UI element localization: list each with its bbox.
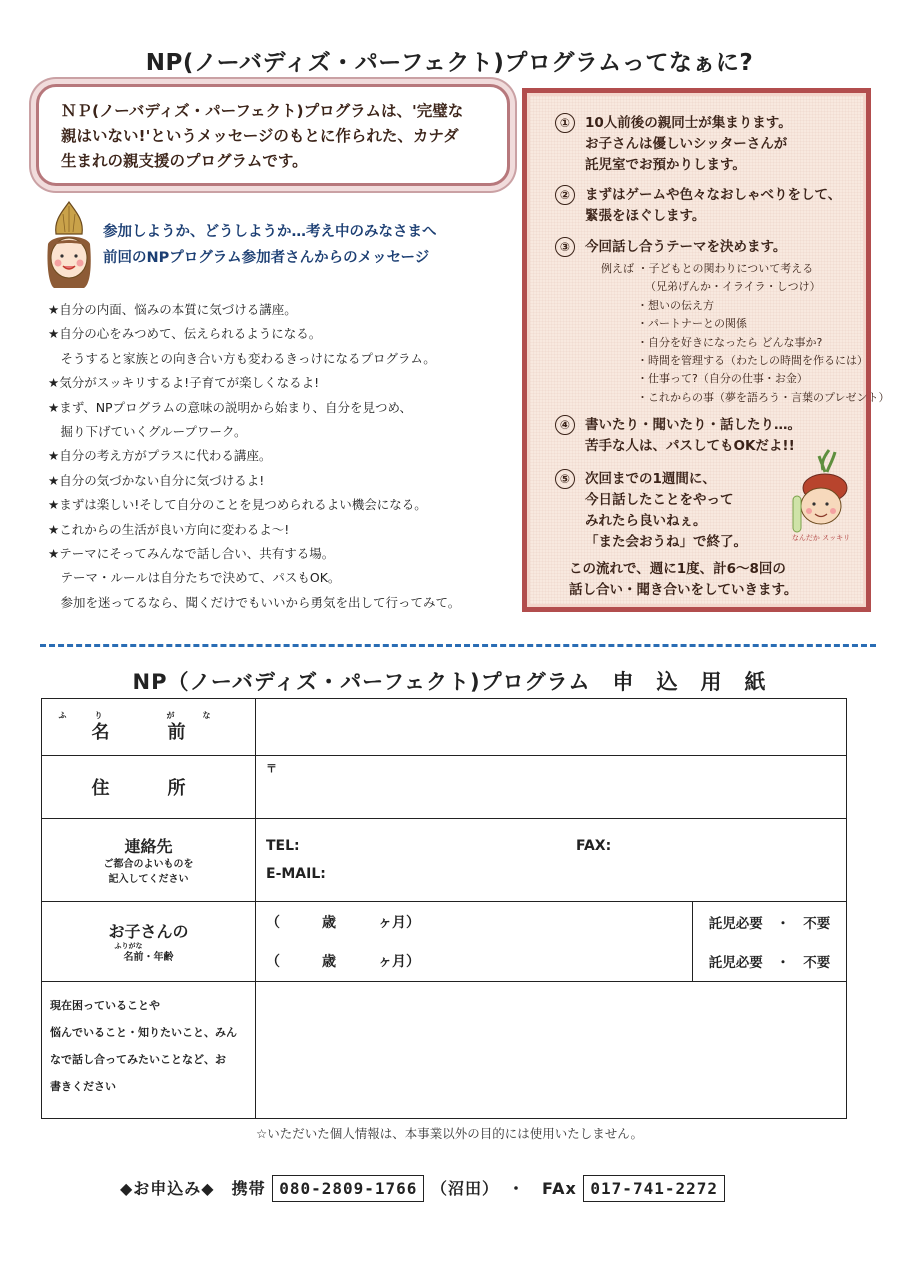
table-row (42, 699, 847, 756)
list-item: ★テーマにそってみんなで話し合い、共有する場。 (48, 546, 335, 562)
intro-text (61, 99, 489, 174)
step-number: ① (555, 113, 575, 133)
application-contact (120, 1176, 725, 1199)
step-text: 今回話し合うテーマを決めます。 (585, 239, 787, 255)
list-item: ★これからの生活が良い方向に変わるよ～! (48, 521, 290, 537)
fax-number: 017-741-2272 (583, 1175, 725, 1202)
email-label: E-MAIL: (266, 866, 326, 882)
step-1 (555, 113, 792, 176)
message-head-line-1: 参加しようか、どうしようか…考え中のみなさまへ (103, 224, 437, 240)
table-row (42, 982, 847, 1119)
step-2 (555, 185, 841, 227)
concerns-label-line: なで話し合ってみたいことなど、お (50, 1053, 226, 1066)
application-form (41, 698, 847, 1119)
intro-line-2: 親はいない!'というメッセージのもとに作られた、カナダ (61, 127, 459, 145)
list-item: 参加を迷ってるなら、聞くだけでもいいから勇気を出して行ってみて。 (48, 594, 461, 610)
list-item: ★まず、NPプログラムの意味の説明から始まり、自分を見つめ、 (48, 399, 412, 415)
child-sub: 名前・年齢 (123, 951, 174, 963)
step-text: 苦手な人は、パスしてもOKだよ!! (585, 438, 795, 454)
step-3 (555, 237, 786, 258)
address-label-cell (42, 756, 256, 819)
table-row (42, 756, 847, 819)
step-number: ② (555, 185, 575, 205)
contact-label-cell (42, 819, 256, 902)
step-text: 次回までの1週間に、 (585, 471, 716, 487)
list-item: ★自分の内面、悩みの本質に気づける講座。 (48, 302, 297, 317)
step-text: 10人前後の親同士が集まります。 (585, 115, 792, 131)
closing-line: 話し合い・聞き合いをしていきます。 (569, 582, 798, 598)
address-field[interactable] (256, 756, 847, 819)
apply-prefix: ◆お申込み◆ 携帯 (120, 1179, 266, 1198)
step-5 (555, 469, 747, 553)
name-ruby: ふり がな (58, 710, 239, 720)
participant-message-heading (103, 220, 523, 270)
list-item: そうすると家族との向き合い方も変わるきっけになるプログラム。 (48, 350, 436, 366)
boy-caption-line: なんだか スッキリ (791, 534, 851, 542)
postal-mark: 〒 (266, 762, 277, 775)
step-text: 託児室でお預かりします。 (585, 157, 746, 173)
child-label: お子さんの (108, 921, 189, 941)
child-ruby: ふりがな (114, 941, 143, 950)
concerns-label-line: 現在困っていることや (50, 999, 160, 1012)
topic-lead: 例えば ・子どもとの関わりについて考える (601, 262, 814, 275)
intro-line-1: ＮＰ(ノーバディズ・パーフェクト)プログラムは、'完璧な (61, 102, 464, 120)
onion-boy-illustration-icon (789, 448, 853, 558)
list-item: ★まずは楽しい!そして自分のことを見つめられるよい機会になる。 (48, 497, 427, 513)
list-item: ・これからの事（夢を語ろう・言葉のプレゼント） (637, 390, 890, 404)
list-item: ・パートナーとの関係 (637, 317, 747, 331)
onion-girl-illustration-icon (40, 200, 98, 292)
list-item: 掘り下げていくグループワーク。 (48, 424, 247, 440)
topic-lead-2: （兄弟げんか・イライラ・しつけ） (645, 280, 821, 294)
contact-field[interactable] (256, 819, 847, 902)
list-item: ★自分の考え方がプラスに代わる講座。 (48, 448, 272, 464)
step-text: 緊張をほぐします。 (585, 208, 706, 224)
page-title: NP(ノーバディズ・パーフェクト)プログラムってなぁに? (145, 50, 754, 76)
tel-label: TEL: (266, 838, 300, 854)
contact-sub-2: 記入してください (108, 873, 189, 885)
list-item: ★自分の気づかない自分に気づけるよ! (48, 472, 265, 488)
step-text: みれたら良いねぇ。 (585, 513, 707, 529)
childcare-option-1[interactable]: 託児必要 ・ 不要 (693, 902, 847, 942)
message-head-line-2: 前回のNPプログラム参加者さんからのメッセージ (103, 250, 430, 266)
table-row (42, 902, 847, 942)
list-item: ・想いの伝え方 (637, 298, 714, 312)
testimonial-list (48, 298, 518, 615)
step-text: 書いたり・聞いたり・話したり…。 (585, 417, 801, 433)
step-text: 「また会おうね」で終了。 (585, 534, 747, 550)
table-row (42, 819, 847, 902)
step-number: ③ (555, 237, 575, 257)
closing-text (569, 559, 797, 601)
form-title: NP（ノーバディズ・パーフェクト)プログラム 申 込 用 紙 (132, 670, 767, 694)
step-text: 今日話したことをやって (585, 492, 734, 508)
topic-examples (601, 260, 890, 407)
childcare-option-2[interactable]: 託児必要 ・ 不要 (693, 942, 847, 982)
list-item: ・時間を管理する（わたしの時間を作るには） (637, 354, 868, 368)
child-age-field-2[interactable]: （ 歳 ヶ月） (256, 942, 693, 982)
name-label: 名 前 (91, 721, 206, 743)
child-label-cell (42, 902, 256, 982)
name-label-cell (42, 699, 256, 756)
list-item: ★自分の心をみつめて、伝えられるようになる。 (48, 326, 322, 342)
step-text: まずはゲームや色々なおしゃべりをして、 (585, 187, 842, 203)
name-field[interactable] (256, 699, 847, 756)
list-item: ★気分がスッキリするよ!子育てが楽しくなるよ! (48, 375, 320, 391)
apply-person: （沼田） ・ FAx (431, 1179, 577, 1198)
list-item: テーマ・ルールは自分たちで決めて、パスもOK。 (48, 570, 341, 586)
step-number: ⑤ (555, 469, 575, 489)
privacy-note: ☆いただいた個人情報は、本事業以外の目的には使用いたしません。 (256, 1126, 643, 1141)
contact-label: 連絡先 (124, 836, 173, 856)
address-label: 住 所 (91, 778, 206, 799)
cut-line-divider (40, 644, 876, 647)
fax-label: FAX: (576, 838, 612, 854)
concerns-label-line: 書きください (50, 1080, 116, 1093)
list-item: ・自分を好きになったら どんな事か? (637, 335, 823, 349)
intro-box (36, 84, 510, 186)
step-text: お子さんは優しいシッターさんが (585, 136, 788, 152)
child-age-field-1[interactable]: （ 歳 ヶ月） (256, 902, 693, 942)
concerns-label-line: 悩んでいること・知りたいこと、みん (50, 1026, 237, 1039)
list-item: ・仕事って?（自分の仕事・お金） (637, 372, 808, 386)
concerns-field[interactable] (256, 982, 847, 1119)
closing-line: この流れで、週に1度、計6～8回の (569, 561, 786, 577)
concerns-label-cell (42, 982, 256, 1119)
intro-line-3: 生まれの親支援のプログラムです。 (61, 152, 308, 170)
program-steps-panel (522, 88, 890, 612)
contact-sub-1: ご都合のよいものを (103, 858, 194, 870)
mobile-number: 080-2809-1766 (272, 1175, 424, 1202)
step-4 (555, 415, 801, 457)
step-number: ④ (555, 415, 575, 435)
